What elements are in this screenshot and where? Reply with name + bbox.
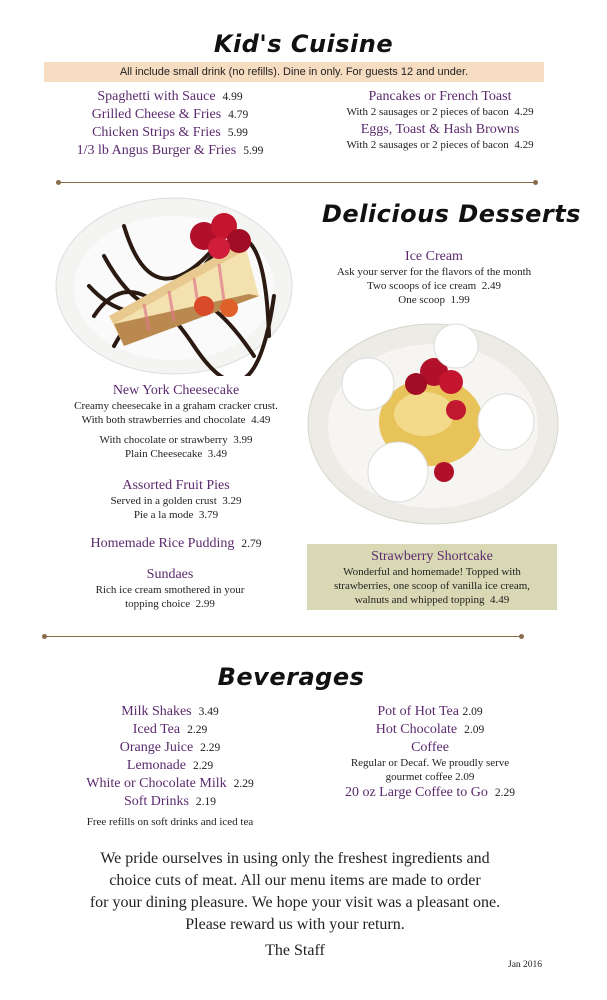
item-name: Lemonade [126, 758, 186, 773]
item-price: 2.79 [241, 538, 262, 550]
item-price: 2.29 [494, 787, 516, 799]
item-name: Grilled Cheese & Fries [91, 107, 222, 122]
item-price: 4.99 [222, 91, 243, 103]
sundaes-block [40, 566, 300, 611]
shortcake-photo [306, 322, 560, 526]
item-name: New York Cheesecake [112, 383, 240, 398]
menu-date: Jan 2016 [508, 960, 543, 970]
item-price: 2.09 [464, 724, 485, 736]
item-name: Orange Juice [119, 740, 194, 755]
item-name: Soft Drinks [123, 794, 189, 809]
item-desc: With 2 sausages or 2 pieces of bacon 4.29 [346, 106, 534, 118]
item-price: 3.49 [198, 706, 219, 718]
kids-right-list [310, 88, 570, 152]
item-price: 5.99 [243, 145, 264, 157]
cheesecake-photo [54, 196, 294, 376]
kids-title: Kid's Cuisine [213, 30, 394, 58]
item-name: Spaghetti with Sauce [97, 89, 216, 104]
item-desc: With both strawberries and chocolate 4.49 [81, 414, 271, 426]
item-price: 2.09 [462, 706, 483, 718]
item-price: 2.19 [195, 796, 217, 808]
list-item [300, 784, 560, 802]
closing-line: Please reward us with your return. [185, 916, 405, 933]
item-desc: walnuts and whipped topping 4.49 [354, 594, 510, 606]
pies-block [40, 477, 312, 522]
list-item [40, 703, 300, 721]
list-item [40, 721, 300, 739]
item-name: White or Chocolate Milk [86, 776, 227, 791]
shortcake-box [307, 544, 557, 610]
list-item [40, 142, 300, 160]
list-item [40, 124, 300, 142]
item-price: 4.79 [228, 109, 249, 121]
item-name: Ice Cream [405, 249, 463, 264]
closing-line: for your dining pleasure. We hope your visit was a pleasant one. [89, 894, 501, 911]
item-name: Pot of Hot Tea [377, 704, 459, 719]
divider [44, 636, 522, 637]
item-name: 20 oz Large Coffee to Go [344, 785, 488, 800]
item-name: Homemade Rice Pudding [90, 536, 235, 551]
desserts-title: Delicious Desserts [322, 200, 581, 228]
item-desc: Wonderful and homemade! Topped with [343, 566, 521, 578]
list-item [40, 106, 300, 124]
list-item [40, 793, 300, 811]
beverages-note: Free refills on soft drinks and iced tea [86, 816, 254, 828]
list-item [40, 88, 300, 106]
item-desc: Regular or Decaf. We proudly serve [350, 757, 510, 769]
item-name: Coffee [411, 740, 449, 755]
closing-line: We pride ourselves in using only the freshest ingredients and [100, 850, 490, 867]
ice-cream-block [300, 248, 568, 307]
item-desc: Pie a la mode 3.79 [133, 509, 219, 521]
item-price: 2.29 [187, 724, 208, 736]
item-desc: Rich ice cream smothered in your [95, 584, 245, 596]
kids-left-list [40, 88, 300, 160]
item-name: Assorted Fruit Pies [122, 478, 230, 493]
kids-banner-text: All include small drink (no refills). Dine in only. For guests 12 and under. [119, 66, 469, 78]
item-name: Iced Tea [132, 722, 181, 737]
item-desc: strawberries, one scoop of vanilla ice cream, [333, 580, 531, 592]
kids-banner [44, 62, 544, 82]
list-item [40, 757, 300, 775]
item-name: Chicken Strips & Fries [92, 125, 221, 140]
item-name: Pancakes or French Toast [368, 89, 512, 104]
item-price: 5.99 [227, 127, 248, 139]
signature: The Staff [265, 942, 325, 959]
item-name: Hot Chocolate [375, 722, 458, 737]
closing-line: choice cuts of meat. All our menu items are made to order [109, 872, 481, 889]
cheesecake-block [40, 382, 312, 461]
list-item [40, 739, 300, 757]
item-desc: Two scoops of ice cream 2.49 [367, 280, 501, 292]
item-desc: With 2 sausages or 2 pieces of bacon 4.29 [346, 139, 534, 151]
item-price: 2.29 [192, 760, 214, 772]
item-name: 1/3 lb Angus Burger & Fries [76, 143, 237, 158]
item-desc: Served in a golden crust 3.29 [110, 495, 242, 507]
item-name: Milk Shakes [121, 704, 192, 719]
list-item [40, 775, 300, 793]
item-desc: Plain Cheesecake 3.49 [124, 448, 228, 460]
beverages-left-list [40, 703, 300, 829]
item-desc: With chocolate or strawberry 3.99 [99, 434, 253, 446]
item-price: 2.29 [200, 742, 221, 754]
item-desc: Creamy cheesecake in a graham cracker crust. [74, 400, 278, 412]
list-item [300, 721, 560, 739]
item-price: 2.29 [233, 778, 254, 790]
item-desc: gourmet coffee 2.09 [385, 771, 475, 783]
item-desc: Ask your server for the flavors of the month [336, 266, 532, 278]
closing-message [0, 848, 590, 936]
pudding-block [40, 535, 312, 553]
list-item [300, 703, 560, 721]
beverages-title: Beverages [217, 663, 365, 691]
item-desc: topping choice 2.99 [125, 598, 215, 610]
divider [58, 182, 536, 183]
list-item [40, 535, 312, 553]
item-name: Sundaes [146, 567, 194, 582]
item-name: Eggs, Toast & Hash Browns [360, 122, 520, 137]
item-name: Strawberry Shortcake [371, 549, 493, 564]
beverages-right-list [300, 703, 560, 802]
item-desc: One scoop 1.99 [398, 294, 470, 306]
